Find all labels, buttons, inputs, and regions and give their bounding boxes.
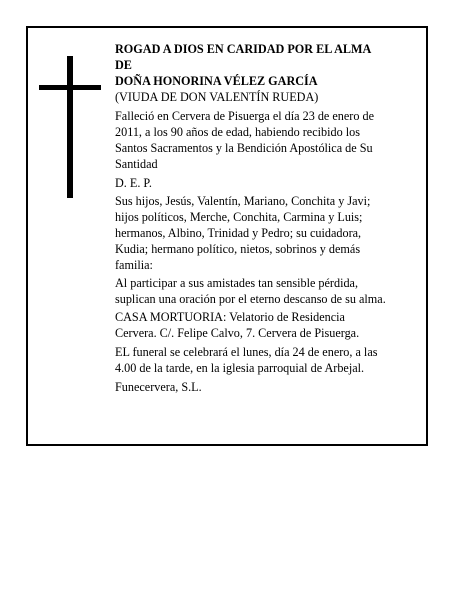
paragraph-line: CASA MORTUORIA: Velatorio de Residencia — [115, 310, 345, 324]
death-paragraph — [115, 108, 425, 172]
paragraph-line: suplican una oración por el eterno descanso de su alma. — [115, 292, 386, 306]
widow-of-line: (VIUDA DE DON VALENTÍN RUEDA) — [115, 90, 319, 104]
funeral-paragraph — [115, 344, 425, 376]
dep-text: D. E. P. — [115, 176, 152, 190]
wake-paragraph — [115, 309, 425, 341]
paragraph-line: EL funeral se celebrará el lunes, día 24 de enero, a las — [115, 345, 378, 359]
request-paragraph — [115, 275, 425, 307]
funeral-home — [115, 379, 425, 395]
paragraph-line: Santidad — [115, 157, 158, 171]
paragraph-line: 4.00 de la tarde, en la iglesia parroquial de Arbejal. — [115, 361, 365, 375]
cross-vertical-bar — [67, 56, 73, 198]
paragraph-line: familia: — [115, 258, 153, 272]
paragraph-line: Cervera. C/. Felipe Calvo, 7. Cervera de Pisuerga. — [115, 326, 360, 340]
cross-horizontal-bar — [39, 85, 101, 90]
paragraph-line: hermanos, Albino, Trinidad y Pedro; su cuidadora, — [115, 226, 362, 240]
paragraph-line: Kudia; hermano político, nietos, sobrinos y demás — [115, 242, 361, 256]
paragraph-line: Falleció en Cervera de Pisuerga el día 23 de enero de — [115, 109, 374, 123]
paragraph-line: 2011, a los 90 años de edad, habiendo recibido los — [115, 125, 360, 139]
notice-text — [115, 41, 425, 395]
family-paragraph — [115, 193, 425, 273]
paragraph-line: Sus hijos, Jesús, Valentín, Mariano, Conchita y Javi; — [115, 194, 371, 208]
paragraph-line: hijos políticos, Merche, Conchita, Carmina y Luis; — [115, 210, 363, 224]
dep-line — [115, 175, 425, 191]
paragraph-line: Santos Sacramentos y la Bendición Apostólica de Su — [115, 141, 373, 155]
paragraph-line: Al participar a sus amistades tan sensible pérdida, — [115, 276, 359, 290]
heading-line: ROGAD A DIOS EN CARIDAD POR EL ALMA — [115, 42, 372, 56]
cross-icon — [39, 56, 101, 198]
obituary-notice — [26, 26, 428, 446]
heading-line: DE — [115, 58, 132, 72]
funeral-home-name: Funecervera, S.L. — [115, 380, 202, 394]
notice-subheading — [115, 89, 425, 105]
notice-heading — [115, 41, 425, 89]
deceased-name: DOÑA HONORINA VÉLEZ GARCÍA — [115, 74, 318, 88]
